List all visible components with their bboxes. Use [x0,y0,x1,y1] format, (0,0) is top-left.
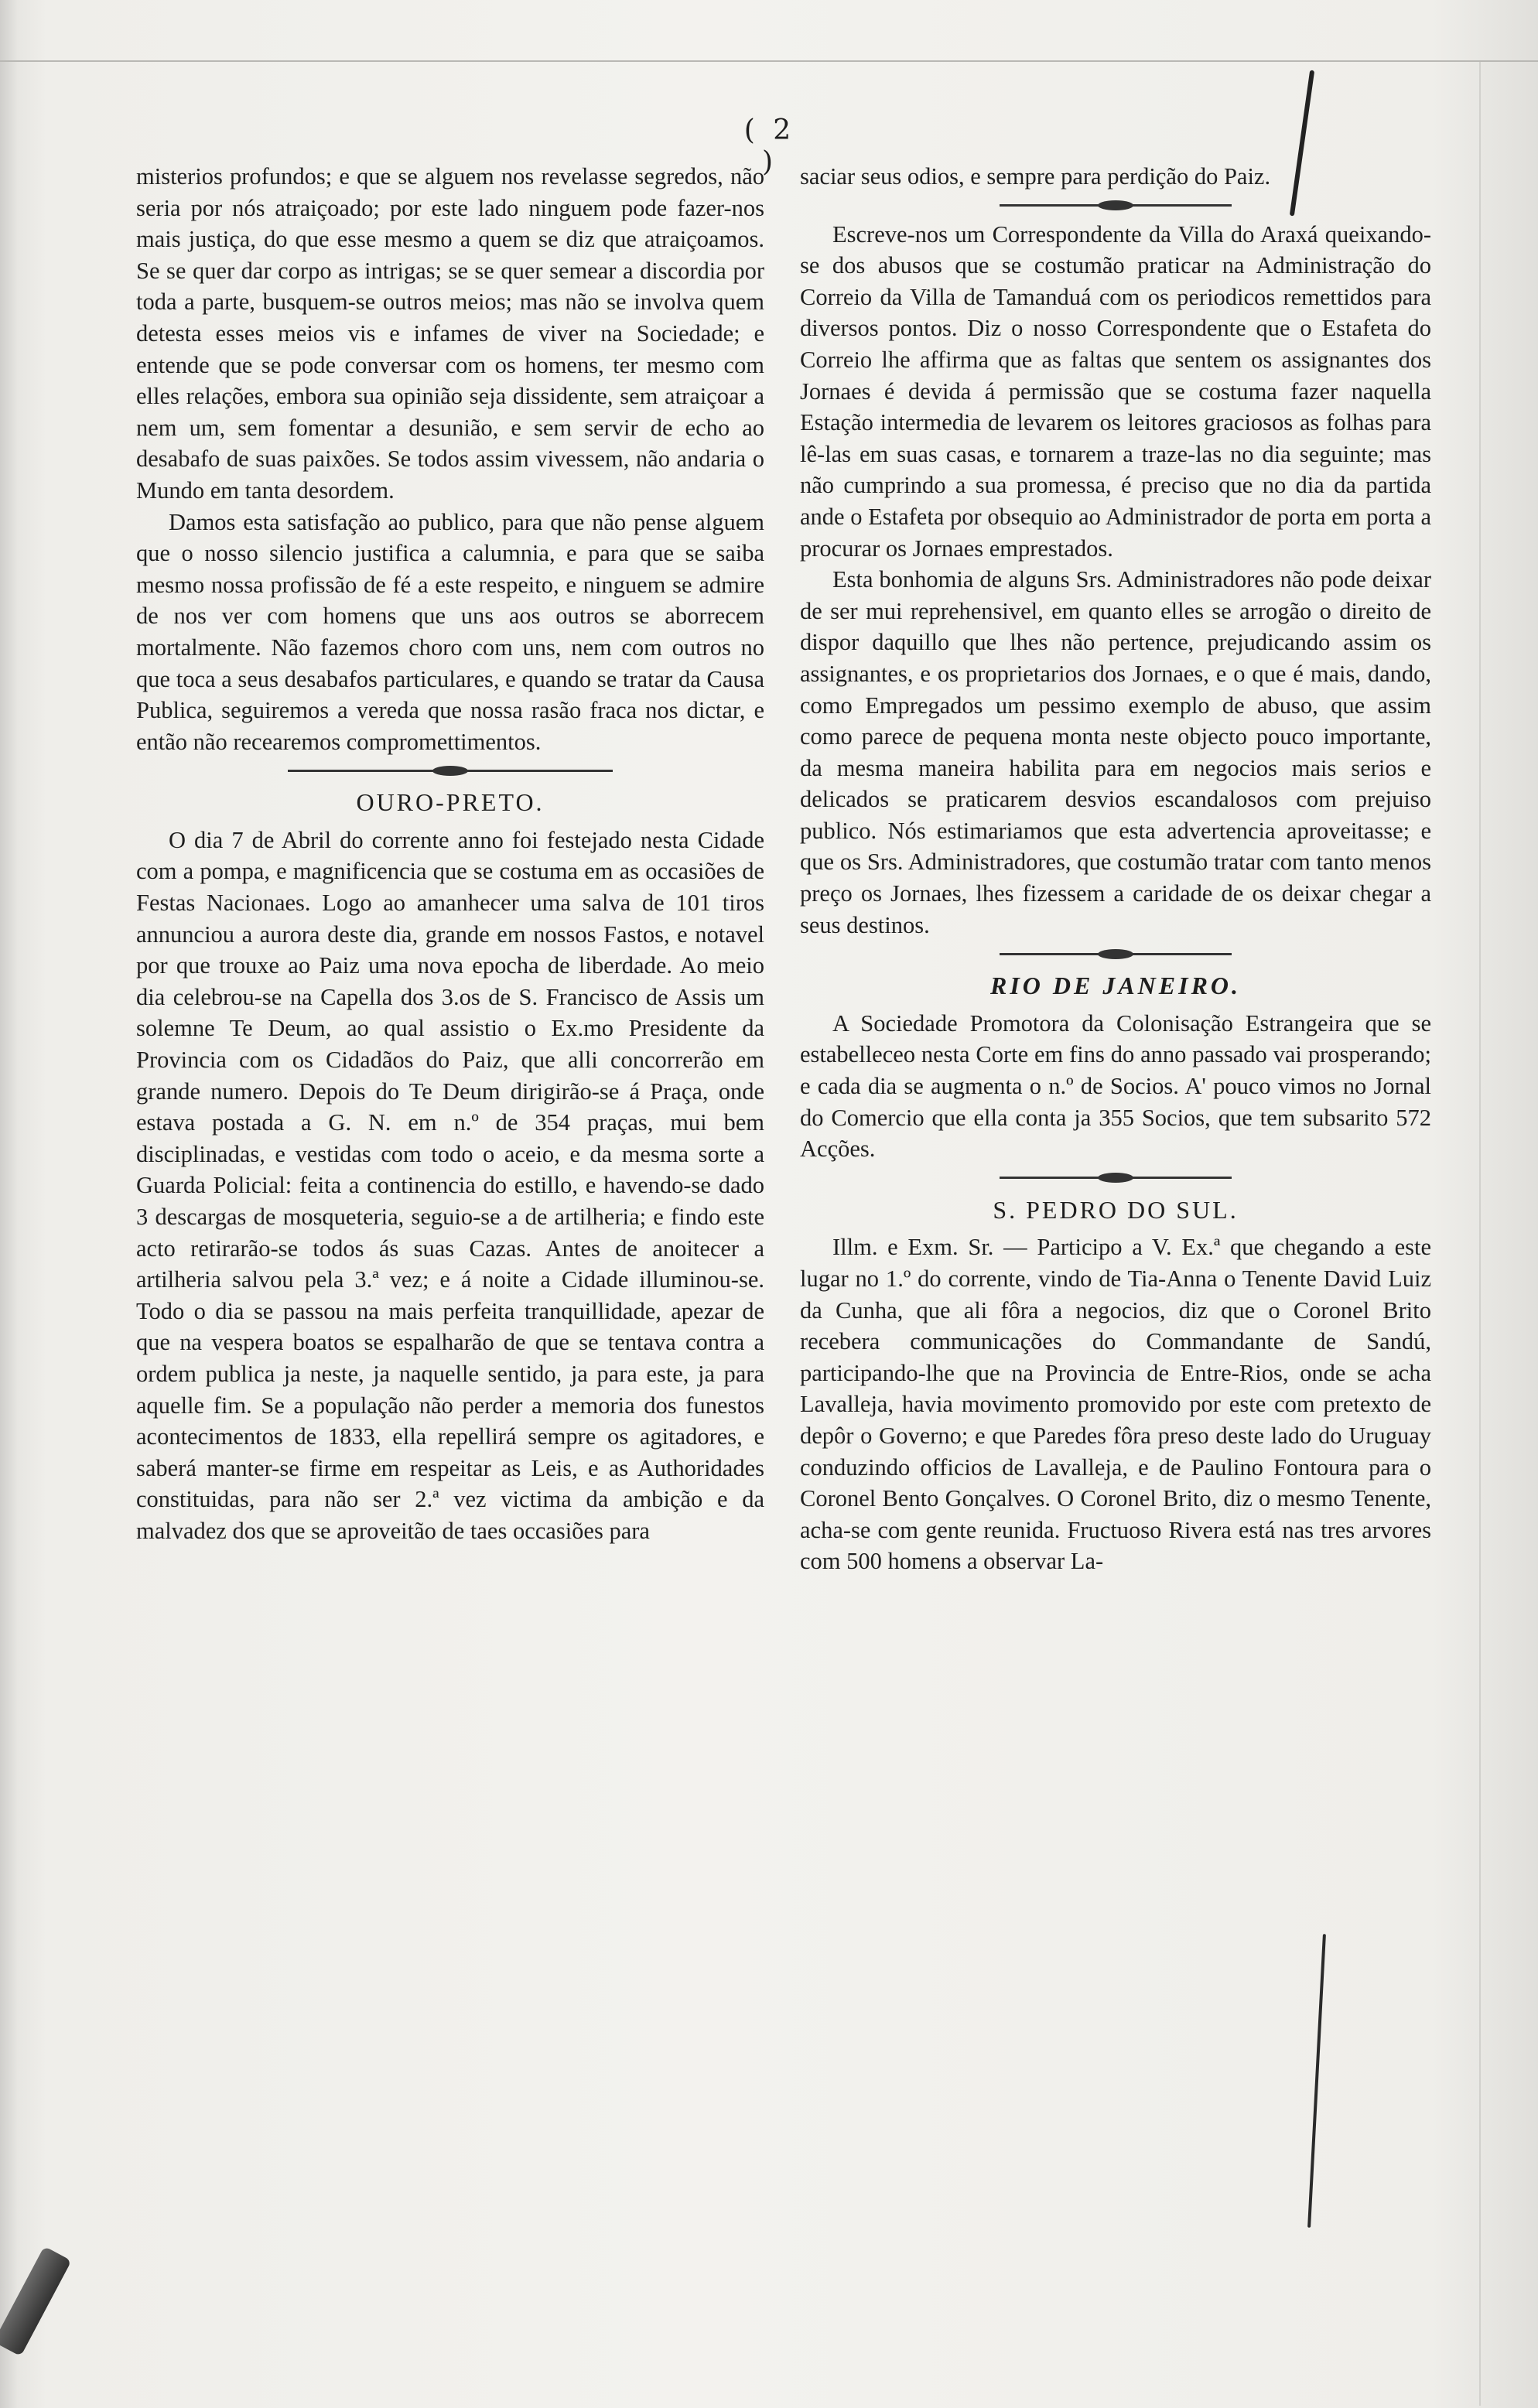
section-heading: OURO-PRETO. [356,788,545,817]
page-edge-line [1479,62,1481,2406]
section-heading: S. PEDRO DO SUL. [993,1195,1239,1224]
page-number: ( 2 ) [743,114,796,178]
paragraph: A Sociedade Promotora da Colonisação Estrangeira que se estabelleceo nesta Corte em fins do anno passado vai prosperando; e cada dia se augmenta o n.º de Socios. A' pouco vimos no Jornal do Comercio que ella conta ja 355 Socios, que tem subsarito 572 Acções. [800,1009,1431,1163]
paragraph: saciar seus odios, e sempre para perdição do Paiz. [800,163,1271,190]
paragraph: Illm. e Exm. Sr. — Participo a V. Ex.ª que chegando a este lugar no 1.º do corrente, vindo de Tia-Anna o Tenente David Luiz da Cunha, que ali fôra a negocios, diz que o Coronel Brito recebera communicações do Commandante de Sandú, participando-lhe que na Provincia de Entre-Rios, onde se acha Lavalleja, havia movimento promovido por este com pretexto de depôr o Governo; e que Paredes fôra preso deste lado do Uruguay conduzindo officios de Lavalleja, e de Paulino Fontoura para o Coronel Bento Gonçalves. O Coronel Brito, diz o mesmo Tenente, acha-se com gente reunida. Fructuoso Rivera está nas tres arvores com 500 homens a observar La- [800,1234,1431,1575]
ornamental-rule [136,757,764,784]
page-binding-edge [0,0,17,2408]
right-column [800,161,1431,1577]
paragraph: Damos esta satisfação ao publico, para que não pense alguem que o nosso silencio justifica a calumnia, e para que se saiba mesmo nossa profissão de fé a este respeito, e ninguem se admire de nos ver com homens que uns aos outros se aborrecem mortalmente. Não fazemos choro com uns, nem com outros no que toca a seus desabafos particulares, e quando se tratar da Causa Publica, seguiremos a vereda que nossa rasão fraca nos dictar, e então não recearemos compromettimentos. [136,508,764,755]
section-heading: RIO DE JANEIRO. [989,972,1242,1000]
ornamental-rule [800,1165,1431,1191]
paragraph: Esta bonhomia de alguns Srs. Administradores não pode deixar de ser mui reprehensivel, em quanto elles se arrogão o direito de dispor daquillo que lhes não pertence, prejudicando assim os assignantes, e os proprietarios dos Jornaes, e o que é mais, dando, como Empregados um pessimo exemplo de abuso, que assim como parece de pequena monta neste objecto pouco importante, da mesma maneira habilita para em negocios mais serios e delicados se praticarem desvios escandalosos com prejuiso publico. Nós estimariamos que esta advertencia aproveitasse; e que os Srs. Administradores, que costumão tratar com tanto menos preço os Jornaes, lhes fizessem a caridade de os deixar chegar a seus destinos. [800,566,1431,938]
paragraph: Escreve-nos um Correspondente da Villa do Araxá queixando-se dos abusos que se costumão praticar na Administração do Correio da Villa de Tamanduá com os periodicos remettidos para diversos pontos. Diz o nosso Correspondente que o Estafeta do Correio lhe affirma que as faltas que sentem os assignantes dos Jornaes é devida á permissão que se costuma fazer naquella Estação intermedia de levarem os leitores graciosos as folhas para lê-las em suas casas, e tornarem a traze-las no dia seguinte; mas não cumprindo a sua promessa, é preciso que no dia da partida ande o Estafeta por obsequio ao Administrador de porta em porta a procurar os Jornaes emprestados. [800,220,1431,562]
ornamental-rule [800,941,1431,967]
ink-mark [1307,1934,1326,2228]
paragraph: O dia 7 de Abril do corrente anno foi festejado nesta Cidade com a pompa, e magnificencia que se costuma em as occasiões de Festas Nacionaes. Logo ao amanhecer uma salva de 101 tiros annunciou a aurora deste dia, grande em nossos Fastos, e notavel por que trouxe ao Paiz uma nova epocha de liberdade. Ao meio dia celebrou-se na Capella dos 3.os de S. Francisco de Assis um solemne Te Deum, ao qual assistio o Ex.mo Presidente da Provincia com os Cidadãos do Paiz, que alli concorrerão em grande numero. Depois do Te Deum dirigirão-se á Praça, onde estava postada a G. N. em n.º de 354 praças, mui bem disciplinadas, e vestidas com todo o aceio, e da mesma sorte a Guarda Policial: feita a continencia do estillo, e havendo-se dado 3 descargas de mosqueteria, seguio-se a de artilheria; e findo este acto retirarão-se todos ás suas Cazas. Antes de anoitecer a artilheria salvou pela 3.ª vez; e á noite a Cidade illuminou-se. Todo o dia se passou na mais perfeita tranquillidade, apezar de que na vespera boatos se espalharão de que se tentava contra a ordem publica ja neste, ja naquelle sentido, ja para este, ja para aquelle fim. Se a população não perder a memoria dos funestos acontecimentos de 1833, ella repellirá sempre os agitadores, e saberá manter-se firme em respeitar as Leis, e as Authoridades constituidas, para não ser 2.ª vez victima da ambição e da malvadez dos que se aproveitão de taes occasiões para [136,826,764,1544]
ornamental-rule [800,193,1431,219]
left-column [136,161,764,1547]
paragraph: misterios profundos; e que se alguem nos revelasse segredos, não seria por nós atraiçoado; por este lado ninguem pode fazer-nos mais justiça, do que esse mesmo a quem se diz que atraiçoamos. Se se quer dar corpo as intrigas; se se quer semear a discordia por toda a parte, busquem-se outros meios; mas não se involva quem detesta esses meios vis e infames de viver na Sociedade; e entende que se pode conversar com os homens, ter mesmo com elles relações, embora sua opinião seja dissidente, sem atraiçoar a nem um, sem fomentar a desunião, e sem servir de echo ao desabafo de suas paixões. Se todos assim vivessem, não andaria o Mundo em tanta desordem. [136,163,764,504]
top-rule [0,60,1538,62]
